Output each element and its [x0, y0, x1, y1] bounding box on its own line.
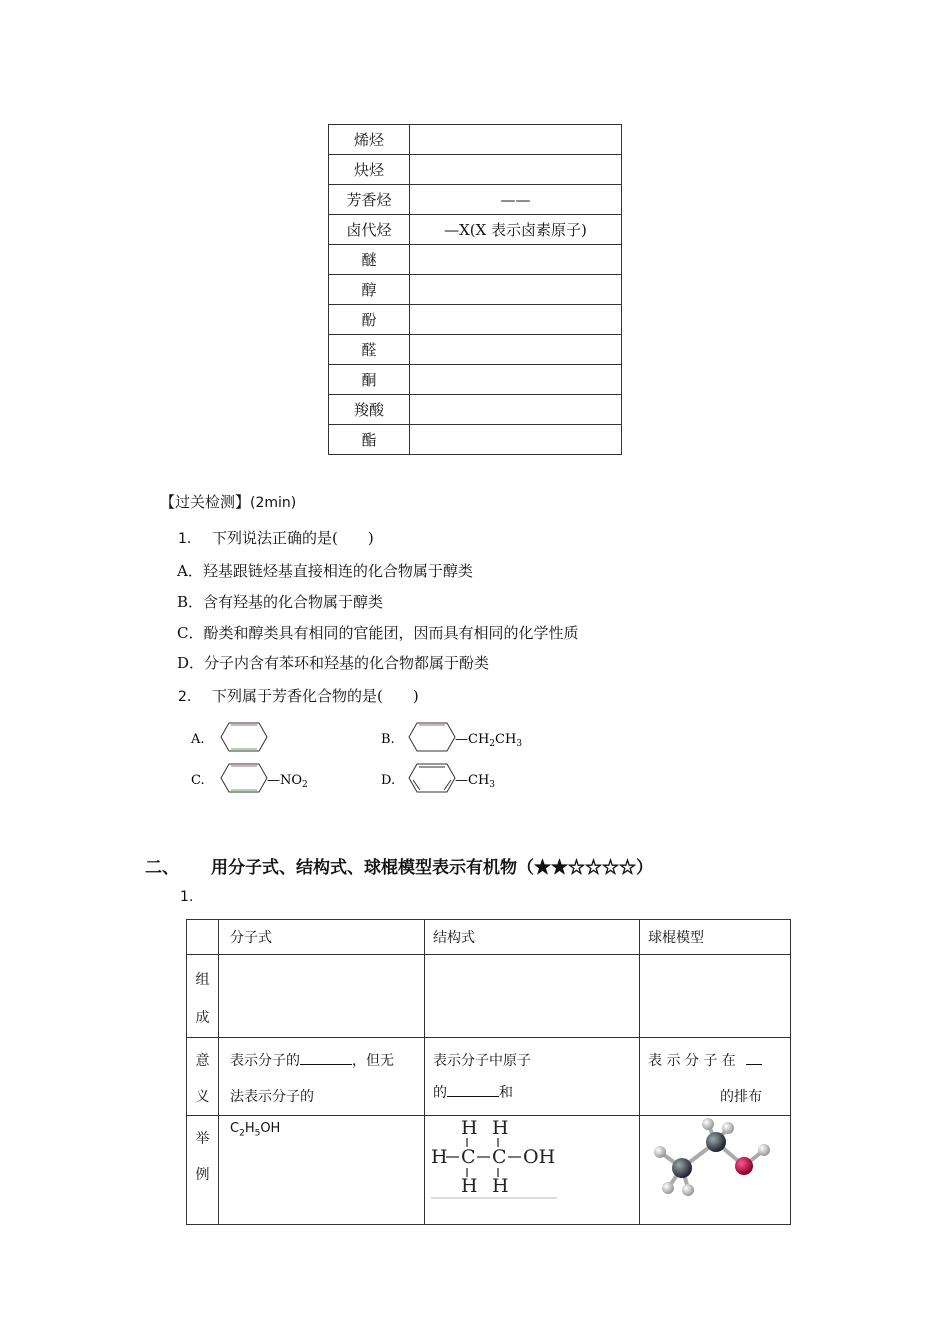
table-row: [329, 215, 622, 245]
table-row: [329, 425, 622, 455]
svg-text:C: C: [461, 1146, 476, 1168]
question-2-text: 下列属于芳香化合物的是( ): [212, 687, 419, 705]
table-row: [329, 395, 622, 425]
meaning-model-text-2: 的排布: [720, 1089, 762, 1105]
composition-row: [187, 955, 791, 1038]
svg-text:H: H: [461, 1117, 478, 1139]
group-formula-cell: [410, 155, 622, 185]
group-name-cell: 醚: [329, 245, 410, 275]
table-row: [329, 155, 622, 185]
group-name-cell: 酮: [329, 365, 410, 395]
group-name-cell: 醛: [329, 335, 410, 365]
q2-option-a-label: A.: [191, 732, 205, 747]
header-formula: 分子式: [230, 930, 272, 946]
q2-option-b-label: B.: [381, 732, 395, 747]
row-label-meaning-2: 义: [195, 1089, 210, 1105]
question-2-number: 2.: [178, 689, 192, 705]
header-model: 球棍模型: [648, 930, 704, 946]
meaning-formula-text-1: 表示分子的: [230, 1053, 300, 1069]
check-time: (2min): [250, 495, 297, 511]
section-2-item-number: 1.: [180, 889, 194, 905]
meaning-structure-blank[interactable]: [447, 1084, 499, 1097]
group-formula-cell: [410, 335, 622, 365]
meaning-structure-text-1: 表示分子中原子: [433, 1053, 531, 1069]
q1-option-a: A．羟基跟链烃基直接相连的化合物属于醇类: [177, 562, 473, 580]
table-row: [329, 305, 622, 335]
table-row: [329, 335, 622, 365]
q2-option-c-label: C.: [191, 773, 205, 788]
example-formula: $C_2H_5OH$: [230, 1121, 281, 1139]
table-header-row: [187, 920, 791, 955]
cyclohexadiene-c-icon: [221, 764, 267, 792]
row-label-composition-2: 成: [195, 1010, 210, 1026]
composition-structure-cell: [425, 955, 640, 1038]
representation-table: [186, 919, 791, 1225]
check-header: [160, 491, 296, 512]
table-row: [329, 245, 622, 275]
header-structure: 结构式: [433, 930, 475, 946]
q2-option-b-group: $—CH_2CH_3$: [455, 732, 523, 749]
question-1-text: 下列说法正确的是( ): [212, 529, 374, 547]
svg-text:H: H: [461, 1175, 478, 1197]
row-label-composition-1: 组: [195, 972, 210, 988]
row-label-example-1: 举: [195, 1131, 210, 1147]
svg-text:H: H: [431, 1146, 448, 1168]
group-formula-cell: [410, 275, 622, 305]
meaning-structure-text-3: 和: [499, 1085, 513, 1101]
functional-group-table: [328, 124, 622, 455]
q2-options-figure: [185, 712, 545, 802]
group-name-cell: 卤代烃: [329, 215, 410, 245]
q1-option-d: D．分子内含有苯环和羟基的化合物都属于酚类: [177, 654, 490, 672]
group-name-cell: 酯: [329, 425, 410, 455]
check-title: 【过关检测】: [160, 493, 251, 511]
section-2-heading: [145, 853, 653, 878]
meaning-formula-text-2: ，但无: [352, 1053, 394, 1069]
group-name-cell: 羧酸: [329, 395, 410, 425]
meaning-model-blank[interactable]: [746, 1052, 762, 1065]
meaning-formula-text-3: 法表示分子的: [230, 1089, 314, 1105]
svg-text:OH: OH: [523, 1146, 556, 1168]
q2-option-d-label: D.: [381, 773, 396, 788]
benzene-ring-icon: [409, 764, 455, 792]
ethanol-structural-formula: [431, 1116, 561, 1200]
cyclohexadiene-a-icon: [221, 723, 267, 751]
question-2: [178, 685, 419, 706]
svg-text:H: H: [492, 1117, 509, 1139]
q1-option-c: C．酚类和醇类具有相同的官能团，因而具有相同的化学性质: [177, 624, 579, 642]
meaning-structure-text-2: 的: [433, 1085, 447, 1101]
composition-formula-cell: [219, 955, 425, 1038]
section-2-number: 二、: [145, 858, 179, 878]
q2-option-d-group: $—CH_3$: [455, 773, 496, 790]
meaning-model-text-1: 表 示 分 子 在: [648, 1053, 736, 1069]
group-name-cell: 醇: [329, 275, 410, 305]
group-formula-cell: [410, 245, 622, 275]
group-name-cell: 烯烃: [329, 125, 410, 155]
q1-option-b: B．含有羟基的化合物属于醇类: [177, 593, 384, 611]
meaning-formula-blank-1[interactable]: [300, 1052, 352, 1065]
group-name-cell: 酚: [329, 305, 410, 335]
group-formula-cell: [410, 305, 622, 335]
group-formula-cell: [410, 395, 622, 425]
question-1-number: 1.: [178, 531, 192, 547]
composition-model-cell: [640, 955, 791, 1038]
row-label-example-2: 例: [195, 1167, 210, 1183]
meaning-row: [187, 1038, 791, 1116]
svg-text:H: H: [492, 1175, 509, 1197]
ethanol-ball-stick-model: [646, 1116, 786, 1206]
header-empty: [187, 920, 219, 955]
table-row: [329, 275, 622, 305]
table-row: [329, 125, 622, 155]
group-name-cell: 炔烃: [329, 155, 410, 185]
table-row: [329, 365, 622, 395]
group-name-cell: 芳香烃: [329, 185, 410, 215]
example-row: [187, 1116, 791, 1225]
cyclohexadiene-b-icon: [409, 723, 455, 751]
section-2-title: 用分子式、结构式、球棍模型表示有机物（★★☆☆☆☆）: [211, 858, 653, 878]
group-formula-cell: ——: [410, 185, 622, 215]
group-formula-cell: —X(X 表示卤素原子): [410, 215, 622, 245]
group-formula-cell: [410, 365, 622, 395]
table-row: [329, 185, 622, 215]
q2-option-c-group: $—NO_2$: [267, 773, 308, 790]
question-1: [178, 527, 374, 548]
svg-text:C: C: [492, 1146, 507, 1168]
group-formula-cell: [410, 425, 622, 455]
row-label-meaning-1: 意: [195, 1053, 210, 1069]
group-formula-cell: [410, 125, 622, 155]
